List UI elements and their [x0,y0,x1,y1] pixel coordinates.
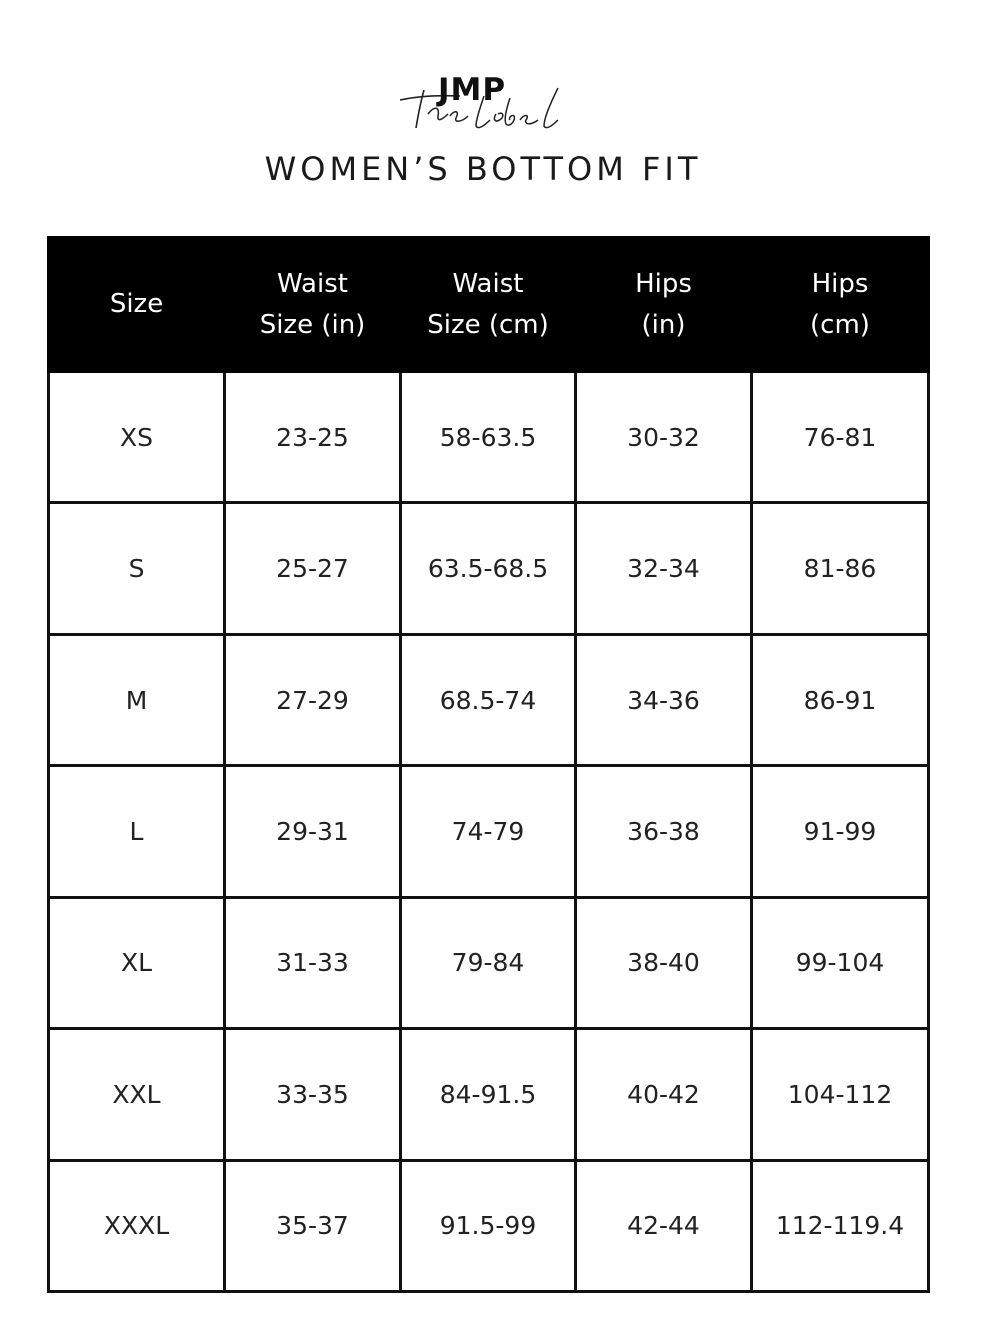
table-cell-waist-in: 29-31 [225,766,401,897]
table-body [49,372,929,1292]
table-row [49,634,929,765]
column-header-waist-in [225,238,401,372]
table-cell-waist-in: 35-37 [225,1160,401,1291]
column-header-line: Waist [452,268,524,299]
table-cell-hips-in: 40-42 [576,1029,752,1160]
table-row [49,372,929,503]
table-cell-waist-in: 31-33 [225,897,401,1028]
logo-wordmark: JMP [438,72,507,108]
column-header-line: Size [109,289,164,319]
table-cell-hips-cm: 81-86 [752,503,929,634]
column-header-line: (in) [641,309,686,340]
table-cell-size: S [49,503,225,634]
table-cell-size: XXL [49,1029,225,1160]
column-header-line: Hips [811,268,869,299]
table-cell-waist-cm: 84-91.5 [401,1029,576,1160]
table-cell-size: XS [49,372,225,503]
table-cell-waist-in: 27-29 [225,634,401,765]
table-cell-waist-cm: 63.5-68.5 [401,503,576,634]
table-cell-hips-in: 38-40 [576,897,752,1028]
table-cell-hips-cm: 91-99 [752,766,929,897]
column-header-waist-cm [401,238,576,372]
table-cell-hips-in: 42-44 [576,1160,752,1291]
column-header-line: Size (in) [259,309,366,340]
table-cell-size: L [49,766,225,897]
column-header-line: Hips [635,268,692,299]
table-cell-hips-cm: 104-112 [752,1029,929,1160]
table-cell-hips-in: 34-36 [576,634,752,765]
page-title: WOMEN’S BOTTOM FIT [264,150,702,188]
column-header-hips-in [576,238,752,372]
table-cell-size: XXXL [49,1160,225,1291]
column-header-line: Size (cm) [427,309,549,340]
table-cell-size: XL [49,897,225,1028]
table-cell-hips-in: 30-32 [576,372,752,503]
table-cell-hips-cm: 86-91 [752,634,929,765]
column-header-line: Waist [277,268,348,299]
table-header-row [49,238,929,372]
table-cell-waist-cm: 91.5-99 [401,1160,576,1291]
brand-logo [398,70,568,136]
table-cell-waist-cm: 79-84 [401,897,576,1028]
table-cell-waist-in: 33-35 [225,1029,401,1160]
table-cell-waist-cm: 74-79 [401,766,576,897]
table-cell-waist-cm: 68.5-74 [401,634,576,765]
column-header-line: (cm) [810,309,870,340]
table-row [49,503,929,634]
column-header-size [49,238,225,372]
table-cell-hips-in: 36-38 [576,766,752,897]
table-cell-hips-in: 32-34 [576,503,752,634]
table-row [49,1029,929,1160]
table-cell-waist-cm: 58-63.5 [401,372,576,503]
column-header-hips-cm [752,238,929,372]
table-cell-waist-in: 25-27 [225,503,401,634]
size-chart-table [47,236,930,1293]
table-row [49,766,929,897]
table-row [49,1160,929,1291]
table-row [49,897,929,1028]
table-cell-hips-cm: 76-81 [752,372,929,503]
table-cell-hips-cm: 99-104 [752,897,929,1028]
table-cell-size: M [49,634,225,765]
table-cell-hips-cm: 112-119.4 [752,1160,929,1291]
table-cell-waist-in: 23-25 [225,372,401,503]
